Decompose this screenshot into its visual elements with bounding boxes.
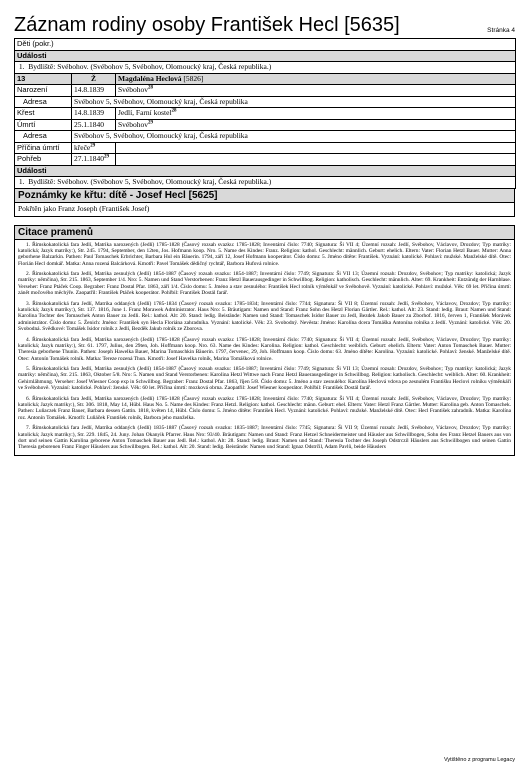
fact-label: Pohřeb xyxy=(15,154,72,166)
fact-place: Svébohov xyxy=(118,119,148,129)
page-number: Stránka 4 xyxy=(487,27,515,34)
page xyxy=(14,14,515,456)
child-fact-row xyxy=(15,108,516,120)
fact-label: Adresa xyxy=(15,96,72,108)
child-fact-row xyxy=(15,154,516,166)
fact-date: 14.8.1839 xyxy=(74,108,104,117)
citation-ref[interactable]: 29 xyxy=(104,154,109,160)
baptism-notes-heading: Poznámky ke křtu: dítě - Josef Hecl [5625] xyxy=(15,189,514,203)
baptism-notes-text: Pokřtěn jako Franz Joseph (František Josef) xyxy=(18,203,150,213)
child-event-row xyxy=(15,177,516,189)
citation-item: 2. Římskokatolická fara Jedlí, Matrika zesnulých (Jedlí) 1854-1887 (Časový rozsah svazku: 1854-1887; Inventární číslo: 7749; Signatura: Ši VII 13; Územní rozsah: Drozdov, Svébohov; Typ matriky: katolická; Jazyk matriky: němčina), Str. 215. 1863, September 1/4. Nro: 5. Namen und Stand Verstorbenen: Franz Hetzl Bauerausgedinger in Schwillbog. Religion: katholisch. Geschlecht: männlich. Alter: 69. Krankheit: Entzündg der Harnblase. Verseher: Franz Ptáček Coop. Begraber: Franz Dostal Pfar. 1863, září 1/4. Číslo domu: 5. Jméno a stav zesnulého: František Hecl rolník výměnkář ve Svébohově. Vyznání: katolické. Pohlaví: mužské. Věk: 69 let. Příčina úmrtí: zánět močového měchýře. Zaopatřil: František Ptáček kooperátor. Pohřbil: František Dostál farář. xyxy=(18,271,511,297)
events-header-row xyxy=(15,50,516,62)
fact-date: 14.8.1839 xyxy=(74,85,104,94)
fact-date: křeče xyxy=(74,142,91,152)
fact-address: Svébohov 5, Svébohov, Olomoucký kraj, Česká republika xyxy=(72,131,516,143)
prev-child-event-row xyxy=(15,62,516,74)
fact-date-cell xyxy=(72,119,116,131)
fact-label: Křest xyxy=(15,108,72,120)
fact-place-cell xyxy=(116,119,516,131)
citation-item: 7. Římskokatolická fara Jedlí, Matrika oddaných (Jedlí) 1835-1887 (Časový rozsah svazku: 1835-1887; Inventární číslo: 7745; Signatura: Ši VII 9; Územní rozsah: Jedlí, Svébohov, Václavov, Drozdov; Typ matriky: katolická; Jazyk matriky:), Str. 229. 1845, 24. Juny. Johan Okanyik Pfarrer. Haus Nro: 93/40. Bräutigam: Namen und Stand: Franz Hetzel Schneidermeister und Häusler aus Schwillbogen, Sohn des Franz Hetzel Bauers aus von dort und seinen Gattin Karolina geborene Anton Tomaschek Bauer aus Jedl. Rel.: kathol. Alt: 28. Stand: ledig. Braut: Namen und Stand: Theresia Tochter des Joseph Odstrczil Häuslers aus Schwillbogen und seinen Gattin Theresia geborenen Franz Finger Häuslers aus Schwillbogen. Rel.: kathol. Alt: 20. Stand: ledig. Beistände: Namen und Stand: Ignaz Odstrčil, Adam Pavlů, beide Häuslers xyxy=(18,425,511,451)
fact-place: Jedlí, Farní kostel xyxy=(118,108,172,117)
child-event xyxy=(15,177,516,189)
child-facts xyxy=(15,85,516,166)
fact-date: 25.1.1840 xyxy=(74,119,104,129)
fact-date-cell xyxy=(72,85,116,97)
child-fact-row xyxy=(15,85,516,97)
header xyxy=(14,14,515,38)
footer-note: Vytištěno z programu Legacy xyxy=(443,757,515,763)
fact-date-cell xyxy=(72,142,116,154)
child-events-label: Události xyxy=(15,165,516,177)
fact-address: Svébohov 5, Svébohov, Olomoucký kraj, Česká republika xyxy=(72,96,516,108)
child-header-row xyxy=(15,73,516,85)
citation-item: 1. Římskokatolická fara Jedlí, Matrika narozených (Jedlí) 1785-1828 (Časový rozsah svazku: 1785-1828; Inventární číslo: 7740; Signatura: Ši VII 4; Územní rozsah: Jedlí, Svébohov, Václavov, Drozdov; Typ matriky: katolická; Jazyk matriky:), Str. 245. 1794, September, den 12ten, Jos. Hofmann koop. Nro. 5. Name des Kindes: Franz. Religion: kathol. Geschlecht: männlich. Geburt: ehelich. Eltern: Vater: Florian Hetzl Bauer. Mutter: Anna geborhene Balzarkin. Pathen: Paul Tomaschek Erbrichter, Barbara Hul ein Bäuerin. 1794, září 12, Josef Hofmann kooperátor. Číslo domu: 5. Jméno dítěte: František. Vyznání: katolické. Pohlaví: mužské. Manželské dítě. Otec: Florián Hecl domkář. Matka: Anna rozená Balcárková. Kmotři: Pavel Tomášek dědičný rychtář, Barbora Hufová rolnice. xyxy=(18,241,511,267)
fact-date-cell xyxy=(72,108,116,120)
child-fact-row xyxy=(15,96,516,108)
family-table xyxy=(14,38,516,189)
fact-date-cell xyxy=(72,154,116,166)
prev-child-event xyxy=(15,62,516,74)
page-title: Záznam rodiny osoby František Hecl [5635] xyxy=(14,14,400,36)
citation-item: 3. Římskokatolická fara Jedlí, Matrika oddaných (Jedlí) 1785-1834 (Časový rozsah svazku: 1785-1834; Inventární číslo: 7744; Signatura: Ši VII 8; Územní rozsah: Jedlí, Svébohov, Václavov, Drozdov; Typ matriky: katolická; Jazyk matriky:), Str. 137. 1816, June 1. Franz Morawek Administrator. Haus Nro: 5. Bräutigam: Namen und Stand: Franz Sohn des Hetzl Florian Gärtler. Rel.: kathol. Alt: 23. Stand: ledig. Braut: Namen und Stand: Karolina Tochter des Tomaschek Anton Bauer zu Jedli. Rel.: kathol. Alt: 20. Stand: ledig. Beistände: Namen und Stand: Tomaschek Isidor Bauer zu Jedl, Bezdek Jakob Bauer zu Zborhof. 1816, červen 1, František Morávek administrátor. Číslo domu: 5. Ženich: Jméno: František syn Hecla Floriána zahradníka. Vyznání: katolické. Věk: 23. Svobodný. Nevěsta: Jméno: Karolína dcera Tomáška Antonína rolníka z Jedlí. Vyznání: katolické. Věk: 20. Svobodná. Svědkové: Tomášek Isidor rolník z Jedlí, Bezděk Jakub rolník ze Zborova. xyxy=(18,300,511,332)
fact-place-cell xyxy=(116,142,516,154)
children-continued-label: Děti (pokr.) xyxy=(15,39,516,51)
child-fact-row xyxy=(15,131,516,143)
citation-ref[interactable]: 29 xyxy=(90,143,96,148)
events-label: Události xyxy=(15,50,516,62)
citation-item: 4. Římskokatolická fara Jedlí, Matrika narozených (Jedlí) 1785-1828 (Časový rozsah svazku: 1785-1828; Inventární číslo: 7740; Signatura: Ši VII 4; Územní rozsah: Jedlí, Svébohov, Václavov, Drozdov; Typ matriky: katolická; Jazyk matriky:), Str. 61. 1797, Julius, den 29ten, Joh. Hoffmann koop. Nro. 63. Name des Kindes: Karolina. Religion: kathol. Geschlecht: weiblich. Geburt: ehelich. Eltern: Vater: Anton Tomaschek Bauer. Mutter: Theresia geborhene Thunin. Pathen: Joseph Hawelka Bauer, Marina Tomaschkin Bäuerin. 1797, červenec, 29, Joh. Hoffmann koop. Číslo domu: 63. Jméno dítěte: Karolína. Vyznání: katolické. Pohlaví: ženské. Manželské dítě. Otec: Antonín Tomášek rolník. Matka: Tereze rozená Thun. Kmotři: Josef Havelka rolník, Marina Tomášková rolnice. xyxy=(18,336,511,362)
child-number: 13 xyxy=(15,73,72,85)
citation-item: 6. Římskokatolická fara Jedlí, Matrika narozených (Jedlí) 1785-1828 (Časový rozsah svazku: 1785-1828; Inventární číslo: 7740; Signatura: Ši VII 4; Územní rozsah: Jedlí, Svébohov, Václavov, Drozdov; Typ matriky: katolická; Jazyk matriky:), Str. 306. 1818, May 14, Hübl. Haus No. 5. Name des Kindes: Franz Hetzl. Religion: kathol. Geschlecht: männ. Geburt: ehel. Eltern: Vater: Hetzl Franz Gärtler. Mutter: Karolina geb. Anton Tomaschek. Pathen: Luňaczek Franz Bauer, Barbara dessen Gattin. 1818, květen 14, Hübl. Číslo domu: 5. Jméno dítěte: František Hecl. Vyznání: katolické. Pohlaví: mužské. Manželské dítě. Otec: Hecl František zahradník. Matka: Karolína roz. Antonín Tomášek. Kmotři: Luňáček František rolník, Barbora jeho manželka. xyxy=(18,395,511,421)
child-name: Magdaléna Heclová xyxy=(118,73,182,83)
fact-label: Úmrtí xyxy=(15,119,72,131)
citation-ref[interactable]: 28 xyxy=(148,85,153,91)
citations-list xyxy=(15,240,514,451)
fact-label: Narození xyxy=(15,85,72,97)
event-number: 1. xyxy=(18,62,25,71)
citations-section xyxy=(14,225,515,456)
citation-ref[interactable]: 29 xyxy=(148,120,153,125)
fact-place-cell xyxy=(116,154,516,166)
fact-label: Adresa xyxy=(15,131,72,143)
child-name-cell xyxy=(116,73,516,85)
child-id: [5826] xyxy=(183,73,204,83)
fact-place: Svébohov xyxy=(118,85,148,94)
child-fact-row xyxy=(15,119,516,131)
fact-place-cell xyxy=(116,85,516,97)
event-text: Bydliště: Svébohov. (Svébohov 5, Svébohov, Olomoucký kraj, Česká republika.) xyxy=(28,177,272,186)
fact-place-cell xyxy=(116,108,516,120)
event-text: Bydliště: Svébohov. (Svébohov 5, Svébohov, Olomoucký kraj, Česká republika.) xyxy=(28,62,272,71)
citation-ref[interactable]: 28 xyxy=(171,108,177,114)
baptism-notes-section xyxy=(14,189,515,217)
fact-label: Příčina úmrtí xyxy=(15,142,72,154)
child-sex: Ž xyxy=(72,73,116,85)
child-events-header-row xyxy=(15,165,516,177)
citations-heading: Citace pramenů xyxy=(15,226,514,240)
children-continued-row xyxy=(15,39,516,51)
child-fact-row xyxy=(15,142,516,154)
event-number: 1. xyxy=(18,177,25,186)
citation-item: 5. Římskokatolická fara Jedlí, Matrika zesnulých (Jedlí) 1854-1887 (Časový rozsah svazku: 1854-1887; Inventární číslo: 7749; Signatura: Ši VII 13; Územní rozsah: Drozdov, Svébohov; Typ matriky: katolická; Jazyk matriky: němčina), Str. 215. 1863, Oktober 5/8. Nro: 5. Namen und Stand Verstorbenen: Karolina Hetzl Wittwe nach Franz Hetzl Bauerausgedinger in Schwillbog. Religion: katholisch. Geschlecht: weiblich. Alter: 60. Krankheit: Gehirnlähmung. Verseher: Josef Wiesner Coop exp in Schwillbog. Begraber: Franz Dostal Pfar. 1863, říjen 5/8. Číslo domu: 5. Jméno a stav zesnulého: Karolína Heclová vdova po zesnulém Františku Heclovi rolníku výměnkáři ve Svébohově. Vyznání: katolické. Pohlaví: ženské. Věk: 60 let. Příčina úmrtí: mozková obrna. Zaopatřil: Josef Wiesner kooperátor. Pohřbil: František Dostál farář. xyxy=(18,366,511,392)
fact-date: 27.1.1840 xyxy=(74,154,104,163)
